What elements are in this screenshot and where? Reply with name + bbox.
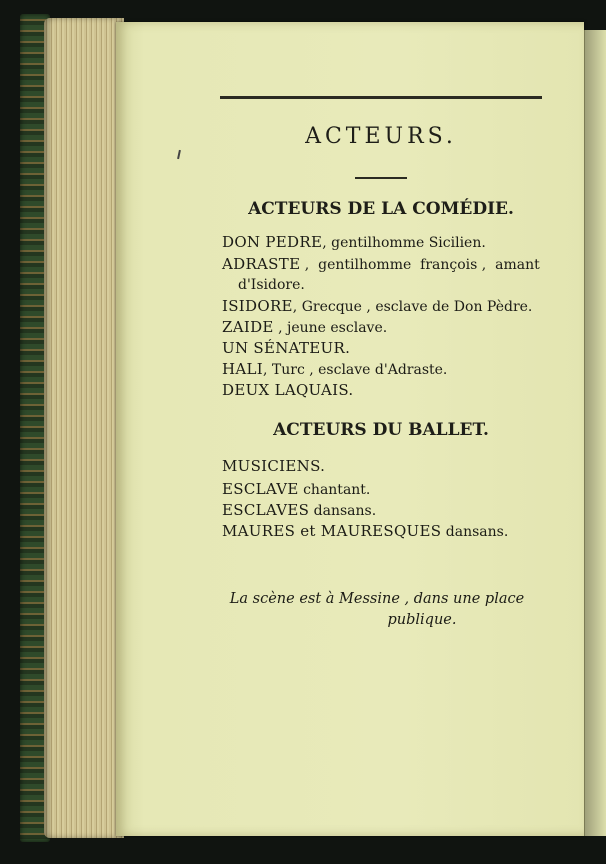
role-desc: , gentilhomme Sicilien. [322,235,486,251]
role-name: UN SÉNATEUR. [222,339,351,357]
title-rule [355,177,407,179]
role-desc: , jeune esclave. [273,320,388,336]
role-name: MAURES et MAURESQUES [222,522,442,540]
scene-note [222,589,532,631]
role-name: ZAIDE [222,318,274,336]
role-desc: , Turc , esclave d'Adraste. [263,362,448,378]
role-line [222,255,540,273]
role-desc-continued: d'Isidore. [238,277,305,293]
role-line [222,297,532,315]
page-title: ACTEURS. [305,124,457,149]
role-desc: dansans. [309,503,377,519]
role-line [222,522,508,540]
role-desc: , Grecque , esclave de Don Pèdre. [292,299,533,315]
role-name: ESCLAVE [222,480,299,498]
role-name: ADRASTE [222,255,301,273]
role-line [222,457,325,475]
role-name: DON PEDRE [222,233,323,251]
role-name: ESCLAVES [222,501,310,519]
role-name: ISIDORE [222,297,293,315]
facing-page-edge [584,30,606,836]
role-line [222,318,387,336]
role-name: DEUX LAQUAIS. [222,381,354,399]
role-desc: chantant. [298,482,371,498]
scene-note-line-1: La scène est à Messine , dans une place [229,591,525,607]
page-stack-edge [44,18,124,838]
role-line [222,480,370,498]
scene-note-line-2: publique. [387,612,457,628]
role-name: HALI [222,360,263,378]
role-name: MUSICIENS. [222,457,326,475]
role-line [222,339,350,357]
role-line-continued [238,275,305,293]
comedie-heading: ACTEURS DE LA COMÉDIE. [248,199,514,219]
role-line [222,360,447,378]
ballet-heading: ACTEURS DU BALLET. [273,420,489,440]
role-desc: dansans. [441,524,509,540]
role-desc: , gentilhomme françois , amant [300,257,540,273]
role-line [222,501,376,519]
role-line [222,233,486,251]
header-rule [220,96,542,99]
role-line [222,381,354,399]
